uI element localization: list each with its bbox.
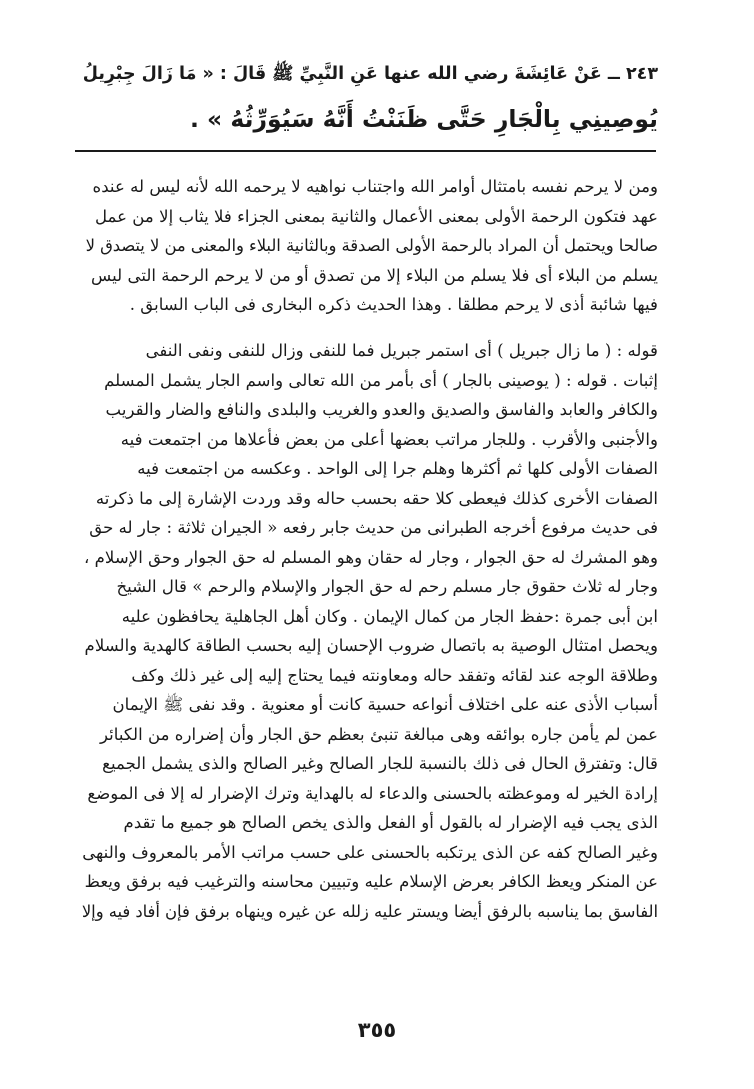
commentary-paragraph-1 <box>76 172 658 320</box>
text-line: فى حديث مرفوع أخرجه الطبرانى من حديث جابر رفعه « الجيران ثلاثة : جار له حق <box>89 518 658 537</box>
text-line: عهد فتكون الرحمة الأولى بمعنى الأعمال والثانية بمعنى الجزاء فلا يثاب إلا من عمل <box>94 206 658 226</box>
commentary-paragraph-2 <box>76 336 658 926</box>
text-line: ويحصل امتثال الوصية به باتصال ضروب الإحسان إليه بحسب الطاقة كالهدية والسلام <box>84 636 658 655</box>
text-line: أسباب الأذى عنه على اختلاف أنواعه حسية كانت أو معنوية . وقد نفى ﷺ الإيمان <box>112 695 658 714</box>
text-line: صالحا ويحتمل أن المراد بالرحمة الأولى الصدقة وبالثانية البلاء والمعنى من لا يتصدق لا <box>85 236 658 255</box>
text-line: والكافر والعابد والفاسق والصديق والعدو والغريب والبلدى والنافع والضار والقريب <box>105 400 658 419</box>
text-line: عمن لم يأمن جاره بوائقه وهى مبالغة تنبئ بعظم حق الجار وأن إضراره من الكبائر <box>100 724 658 744</box>
page-number: ٣٥٥ <box>357 1018 397 1042</box>
heading-divider <box>75 150 656 152</box>
hadith-heading <box>74 52 658 142</box>
text-line: يسلم من البلاء أى فلا يسلم من البلاء إلا من تصدق أو من لا يرحم الرحمة التى ليس <box>91 265 658 285</box>
text-line: ومن لا يرحم نفسه بامتثال أوامر الله واجتناب نواهيه لا يرحمه الله لأنه ليس له عنده <box>92 177 658 196</box>
text-line: وغير الصالح كفه عن الذى يرتكبه بالحسنى على حسب مراتب الأمر بالمعروف والنهى <box>82 842 658 862</box>
text-line: الفاسق بما يناسبه بالرفق أيضا ويستر عليه زلله عن غيره وينهاه برفق فإن أفاد فيه وإلا <box>81 901 658 921</box>
heading-line: ٢٤٣ ــ عَنْ عَائِشَةَ رضي الله عنها عَنِ النَّبِيِّ ﷺ قَالَ : « مَا زَالَ جِبْرِيلُ <box>82 64 658 84</box>
text-line: إرادة الخير له وموعظته بالحسنى والدعاء له بالهداية وترك الإضرار له إلا فى الموضع <box>87 783 658 803</box>
text-line: قال: وتفترق الحال فى ذلك بالنسبة للجار الصالح وغير الصالح والذى يشمل الجميع <box>102 754 658 773</box>
text-line: وجار له ثلاث حقوق جار مسلم رحم له حق الجوار والإسلام والرحم » قال الشيخ <box>116 577 658 596</box>
heading-line: يُوصِينِي بِالْجَارِ حَتَّى ظَنَنْتُ أَنَّهُ سَيُوَرِّثُهُ » . <box>189 105 658 133</box>
text-line: ابن أبى جمرة :حفظ الجار من كمال الإيمان . وكان أهل الجاهلية يحافظون عليه <box>121 606 658 626</box>
text-line: عن المنكر ويعظ الكافر بعرض الإسلام عليه وتبيين محاسنه والترغيب فيه برفق ويعظ <box>84 872 658 891</box>
text-line: قوله : ( ما زال جبريل ) أى استمر جبريل فما للنفى وزال للنفى ونفى النفى <box>145 341 658 360</box>
text-line: وهو المشرك له حق الجوار ، وجار له حقان وهو المسلم له حق الجوار وحق الإسلام ، <box>84 547 658 567</box>
text-line: وطلاقة الوجه عند لقائه وتفقد حاله ومعاونته فيما يحتاج إليه إلى غير ذلك وكف <box>131 665 658 685</box>
text-line: إثبات . قوله : ( يوصينى بالجار ) أى بأمر من الله تعالى واسم الجار يشمل المسلم <box>104 370 658 390</box>
text-line: الصفات الأخرى كذلك فيعطى كلا حقه بحسب حاله وقد وردت الإشارة إلى ما ذكرته <box>95 488 658 508</box>
text-line: فيها شائبة أذى لا يرحم مطلقا . وهذا الحديث ذكره البخارى فى الباب السابق . <box>129 295 658 314</box>
text-line: والأجنبى والأقرب . وللجار مراتب بعضها أعلى من بعض فأعلاها من اجتمعت فيه <box>120 429 658 449</box>
text-line: الصفات الأولى كلها ثم أكثرها وهلم جرا إلى الواحد . وعكسه من اجتمعت فيه <box>137 459 658 478</box>
text-line: الذى يجب فيه الإضرار له بالقول أو الفعل والذى يخص الصالح هو جميع ما تقدم <box>123 813 658 832</box>
